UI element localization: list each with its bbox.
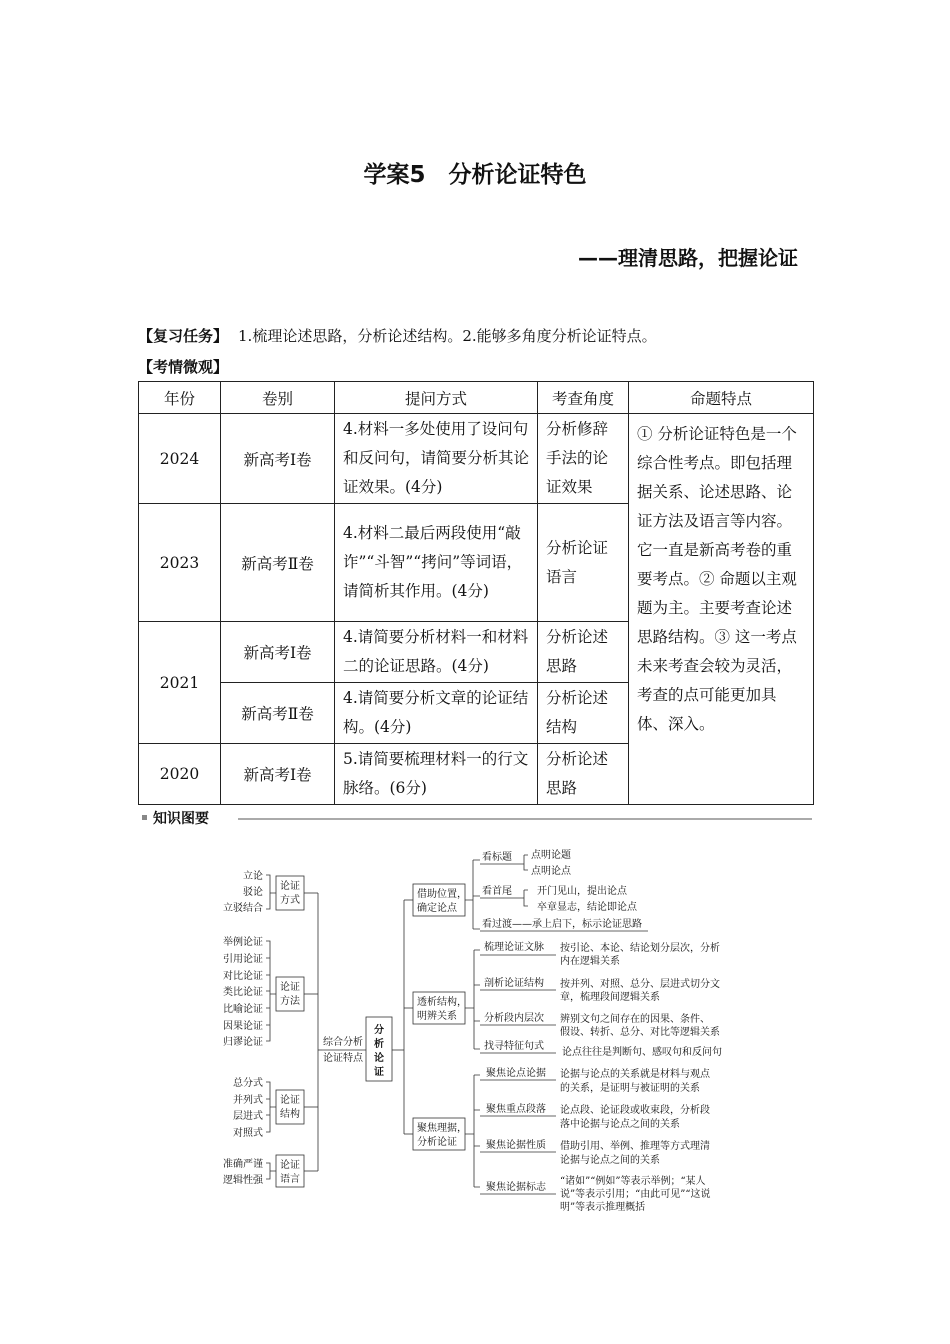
right-sub-label: 聚焦论据性质 [486,1140,546,1151]
right-sub-label: 看标题 [482,852,512,863]
left-item: 立论 [243,871,263,882]
left-box-text: 论证 [280,982,300,993]
right-sub-desc: 论点段、论证段或收束段，分析段 [560,1105,710,1116]
header-feature: 命题特点 [629,382,814,414]
left-item: 准确严谨 [223,1159,263,1170]
header-question: 提问方式 [335,382,538,414]
left-item: 因果论证 [223,1021,263,1032]
page-title: 学案5 分析论证特色 [363,162,587,188]
cell-angle: 分析论述思路 [538,744,629,805]
cell-year: 2023 [139,504,221,622]
left-item: 总分式 [233,1078,263,1089]
cell-paper: 新高考Ⅱ卷 [221,504,335,622]
right-sub-desc: 卒章显志，结论即论点 [537,902,637,913]
cell-paper: 新高考Ⅰ卷 [221,414,335,504]
cell-features: ① 分析论证特色是一个综合性考点。即包括理据关系、论述思路、论证方法及语言等内容。它一直是新高考卷的重要考点。② 命题以主观题为主。主要考查论述思路结构。③ 这一考点未来考查会较为灵活，考查的点可能更加具体、深入。 [629,414,814,805]
left-item: 举例论证 [223,937,263,948]
right-sub-label: 看过渡——承上启下，标示论证思路 [482,919,642,930]
center-char: 证 [374,1067,384,1078]
cell-angle: 分析论述思路 [538,622,629,683]
right-sub-desc: 点明论题 [531,850,571,861]
right-sub-label: 看首尾 [482,886,512,897]
left-box-text: 结构 [280,1109,300,1120]
left-box-text: 论证 [280,881,300,892]
left-item: 类比论证 [223,987,263,998]
center-char: 分 [374,1025,384,1036]
right-box-text: 借助位置， [417,889,467,900]
cell-paper: 新高考Ⅱ卷 [221,683,335,744]
right-box-text: 聚焦理据， [417,1123,467,1134]
knowledge-mindmap [0,830,950,1220]
exam-table [138,381,814,805]
left-item: 比喻论证 [223,1004,263,1015]
right-sub-label: 聚焦论点论据 [486,1068,546,1079]
center-label: 论证特点 [323,1053,363,1064]
cell-angle: 分析论证语言 [538,504,629,622]
exam-overview-label: 【考情微观】 [138,358,229,376]
cell-year: 2024 [139,414,221,504]
section-header [140,808,812,830]
right-box-text: 确定论点 [417,903,457,914]
left-item: 引用论证 [223,954,263,965]
table-header-row [139,382,814,414]
right-sub-label: 聚焦重点段落 [486,1104,546,1115]
review-task-label: 【复习任务】 [138,327,229,345]
left-item: 驳论 [243,887,263,898]
right-sub-desc: 论点往往是判断句、感叹句和反问句 [562,1047,722,1058]
section-divider [238,818,812,820]
right-sub-desc: 辨别文句之间存在的因果、条件、 [560,1014,710,1025]
cell-question: 5.请简要梳理材料一的行文脉络。(6分) [335,744,538,805]
cell-angle: 分析论述结构 [538,683,629,744]
left-box-text: 方式 [280,895,300,906]
review-task-text: 1.梳理论述思路，分析论述结构。2.能够多角度分析论证特点。 [238,327,657,345]
right-sub-label: 梳理论证文脉 [484,942,544,953]
right-sub-desc: 论据与论点之间的关系 [560,1155,660,1166]
cell-year: 2021 [139,622,221,744]
right-sub-desc: 说”等表示引用；“由此可见”“这说 [560,1189,711,1200]
left-box-text: 方法 [280,996,300,1007]
left-item: 立驳结合 [223,903,263,914]
cell-angle: 分析修辞手法的论证效果 [538,414,629,504]
page-subtitle: ——理清思路，把握论证 [578,246,798,270]
table-row [139,414,814,504]
right-sub-desc: 内在逻辑关系 [560,956,620,967]
right-sub-desc: 论据与论点的关系就是材料与观点 [560,1069,710,1080]
left-box-text: 语言 [280,1174,300,1185]
header-year: 年份 [139,382,221,414]
cell-question: 4.材料二最后两段使用“敲诈”“斗智”“拷问”等词语，请简析其作用。(4分) [335,504,538,622]
right-sub-label: 找寻特征句式 [484,1041,544,1052]
left-item: 层进式 [233,1111,263,1122]
center-label: 综合分析 [323,1037,363,1048]
cell-paper: 新高考Ⅰ卷 [221,622,335,683]
right-box-text: 分析论证 [417,1137,457,1148]
right-sub-desc: 章，梳理段间逻辑关系 [560,992,660,1003]
square-bullet-icon [142,815,147,820]
left-box-text: 论证 [280,1095,300,1106]
left-item: 归谬论证 [223,1037,263,1048]
center-char: 析 [374,1039,384,1050]
cell-paper: 新高考Ⅰ卷 [221,744,335,805]
right-sub-desc: 借助引用、举例、推理等方式理清 [560,1141,710,1152]
right-sub-label: 剖析论证结构 [484,978,544,989]
left-item: 对比论证 [223,971,263,982]
right-box-text: 透析结构， [417,997,467,1008]
right-sub-desc: 按并列、对照、总分、层进式切分文 [560,979,720,990]
right-sub-desc: 的关系，是证明与被证明的关系 [560,1083,700,1094]
left-item: 并列式 [233,1095,263,1106]
right-sub-desc: 落中论据与论点之间的关系 [560,1119,680,1130]
right-sub-label: 分析段内层次 [484,1013,544,1024]
right-sub-label: 聚焦论据标志 [486,1182,546,1193]
cell-question: 4.材料一多处使用了设问句和反问句，请简要分析其论证效果。(4分) [335,414,538,504]
center-char: 论 [374,1053,384,1064]
right-sub-desc: 假设、转折、总分、对比等逻辑关系 [560,1027,720,1038]
left-item: 对照式 [233,1128,263,1139]
cell-question: 4.请简要分析材料一和材料二的论证思路。(4分) [335,622,538,683]
right-sub-desc: 按引论、本论、结论划分层次，分析 [560,943,720,954]
left-item: 逻辑性强 [223,1175,263,1186]
cell-question: 4.请简要分析文章的论证结构。(4分) [335,683,538,744]
left-box-text: 论证 [280,1160,300,1171]
right-sub-desc: “诸如”“例如”等表示举例；“某人 [560,1176,706,1187]
right-box-text: 明辨关系 [417,1011,457,1022]
cell-year: 2020 [139,744,221,805]
review-task [138,325,657,346]
header-paper: 卷别 [221,382,335,414]
header-angle: 考查角度 [538,382,629,414]
section-title: 知识图要 [153,811,209,827]
right-sub-desc: 明”等表示推理概括 [560,1202,646,1213]
right-sub-desc: 开门见山，提出论点 [537,886,627,897]
right-sub-desc: 点明论点 [531,866,571,877]
